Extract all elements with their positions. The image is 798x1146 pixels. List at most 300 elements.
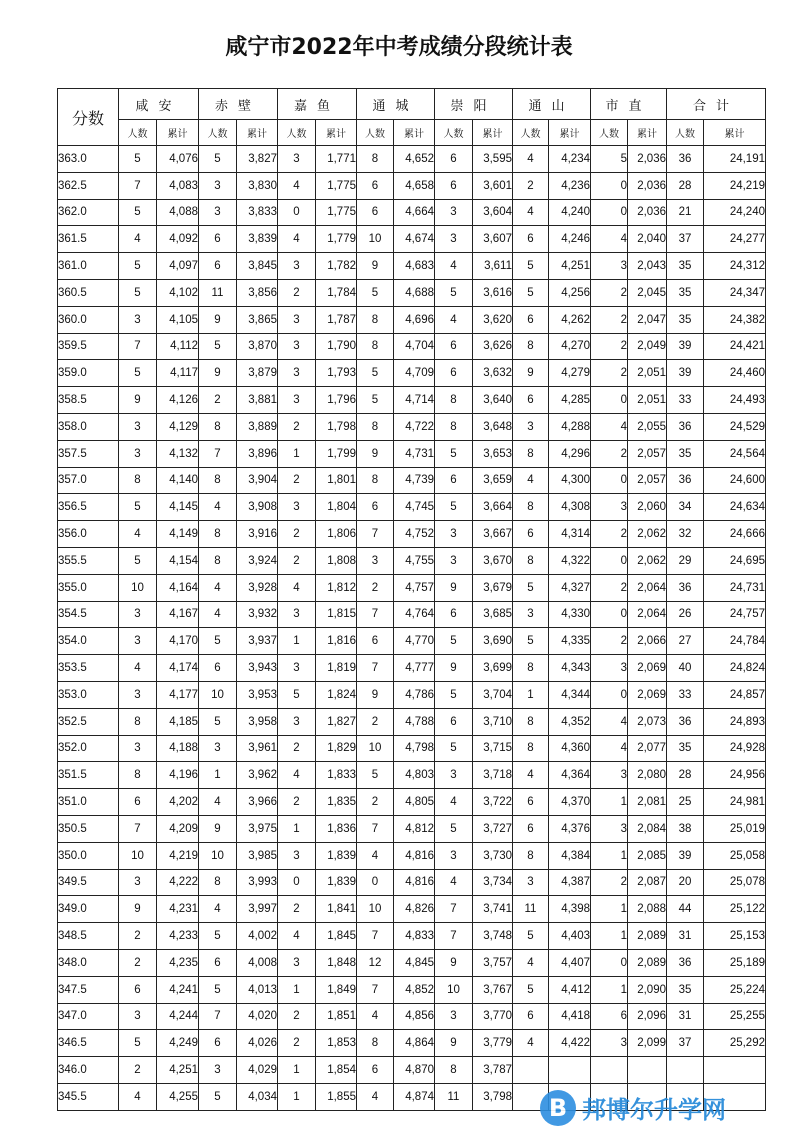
cumulative-cell: 3,604 bbox=[473, 199, 513, 226]
count-cell: 10 bbox=[119, 842, 157, 869]
count-cell: 35 bbox=[667, 253, 704, 280]
county-header-row bbox=[58, 89, 766, 120]
cumulative-header: 累计 bbox=[316, 120, 357, 146]
county-header: 赤壁 bbox=[199, 89, 278, 120]
cumulative-cell: 1,839 bbox=[316, 869, 357, 896]
count-cell: 4 bbox=[199, 494, 237, 521]
cumulative-cell: 4,864 bbox=[394, 1030, 435, 1057]
count-cell: 8 bbox=[199, 413, 237, 440]
count-cell: 5 bbox=[119, 494, 157, 521]
table-row bbox=[58, 869, 766, 896]
table-row bbox=[58, 333, 766, 360]
cumulative-cell: 3,664 bbox=[473, 494, 513, 521]
cumulative-cell: 4,816 bbox=[394, 869, 435, 896]
cumulative-cell: 24,493 bbox=[704, 387, 766, 414]
score-cell: 363.0 bbox=[58, 146, 119, 173]
count-cell: 4 bbox=[119, 226, 157, 253]
count-cell: 36 bbox=[667, 413, 704, 440]
subheader-row bbox=[58, 120, 766, 146]
count-cell: 5 bbox=[119, 253, 157, 280]
cumulative-cell: 4,812 bbox=[394, 815, 435, 842]
count-cell: 34 bbox=[667, 494, 704, 521]
cumulative-cell: 3,715 bbox=[473, 735, 513, 762]
count-cell: 35 bbox=[667, 279, 704, 306]
count-cell: 20 bbox=[667, 869, 704, 896]
county-header: 嘉鱼 bbox=[278, 89, 357, 120]
count-cell: 6 bbox=[357, 172, 394, 199]
cumulative-cell: 4,300 bbox=[549, 467, 591, 494]
count-cell: 8 bbox=[357, 413, 394, 440]
count-cell bbox=[513, 1057, 549, 1084]
cumulative-cell: 4,235 bbox=[157, 949, 199, 976]
count-cell: 6 bbox=[119, 789, 157, 816]
count-cell: 3 bbox=[278, 306, 316, 333]
count-cell: 0 bbox=[591, 949, 628, 976]
cumulative-cell: 4,249 bbox=[157, 1030, 199, 1057]
count-cell: 2 bbox=[591, 574, 628, 601]
score-cell: 359.0 bbox=[58, 360, 119, 387]
cumulative-cell: 2,064 bbox=[628, 574, 667, 601]
cumulative-cell: 4,256 bbox=[549, 279, 591, 306]
count-cell: 5 bbox=[357, 762, 394, 789]
cumulative-cell: 4,845 bbox=[394, 949, 435, 976]
cumulative-cell: 3,943 bbox=[237, 655, 278, 682]
count-cell bbox=[591, 1057, 628, 1084]
count-cell: 7 bbox=[435, 923, 473, 950]
cumulative-cell: 2,081 bbox=[628, 789, 667, 816]
cumulative-cell: 1,853 bbox=[316, 1030, 357, 1057]
cumulative-cell: 3,881 bbox=[237, 387, 278, 414]
count-cell: 0 bbox=[591, 547, 628, 574]
cumulative-cell: 4,246 bbox=[549, 226, 591, 253]
count-cell: 9 bbox=[357, 253, 394, 280]
table-row bbox=[58, 172, 766, 199]
count-cell: 4 bbox=[357, 1003, 394, 1030]
cumulative-cell: 2,057 bbox=[628, 467, 667, 494]
count-cell: 5 bbox=[199, 976, 237, 1003]
score-cell: 359.5 bbox=[58, 333, 119, 360]
cumulative-cell: 4,870 bbox=[394, 1057, 435, 1084]
count-cell: 3 bbox=[119, 440, 157, 467]
cumulative-cell: 3,779 bbox=[473, 1030, 513, 1057]
cumulative-cell: 2,064 bbox=[628, 601, 667, 628]
cumulative-cell: 3,616 bbox=[473, 279, 513, 306]
cumulative-cell: 4,076 bbox=[157, 146, 199, 173]
cumulative-cell: 24,347 bbox=[704, 279, 766, 306]
cumulative-cell: 4,251 bbox=[157, 1057, 199, 1084]
cumulative-cell: 24,312 bbox=[704, 253, 766, 280]
cumulative-cell: 4,376 bbox=[549, 815, 591, 842]
count-cell: 6 bbox=[435, 467, 473, 494]
count-cell: 1 bbox=[591, 789, 628, 816]
count-cell: 1 bbox=[591, 923, 628, 950]
count-cell: 2 bbox=[591, 521, 628, 548]
cumulative-cell: 1,812 bbox=[316, 574, 357, 601]
count-cell: 8 bbox=[119, 762, 157, 789]
count-header: 人数 bbox=[278, 120, 316, 146]
count-cell: 1 bbox=[591, 976, 628, 1003]
count-cell: 8 bbox=[513, 440, 549, 467]
cumulative-cell: 4,102 bbox=[157, 279, 199, 306]
cumulative-cell: 4,270 bbox=[549, 333, 591, 360]
score-cell: 358.0 bbox=[58, 413, 119, 440]
count-cell: 2 bbox=[591, 306, 628, 333]
cumulative-cell: 1,787 bbox=[316, 306, 357, 333]
cumulative-cell: 3,679 bbox=[473, 574, 513, 601]
cumulative-cell: 3,653 bbox=[473, 440, 513, 467]
cumulative-cell: 1,790 bbox=[316, 333, 357, 360]
count-cell: 0 bbox=[591, 387, 628, 414]
cumulative-cell: 2,062 bbox=[628, 547, 667, 574]
cumulative-cell: 3,718 bbox=[473, 762, 513, 789]
cumulative-cell: 24,784 bbox=[704, 628, 766, 655]
count-cell: 1 bbox=[278, 815, 316, 842]
count-cell: 3 bbox=[278, 655, 316, 682]
count-cell: 3 bbox=[435, 1003, 473, 1030]
count-cell: 8 bbox=[119, 708, 157, 735]
count-header: 人数 bbox=[119, 120, 157, 146]
count-cell: 3 bbox=[119, 869, 157, 896]
cumulative-cell: 24,928 bbox=[704, 735, 766, 762]
cumulative-cell: 4,757 bbox=[394, 574, 435, 601]
cumulative-cell: 3,985 bbox=[237, 842, 278, 869]
count-cell: 7 bbox=[357, 815, 394, 842]
count-cell: 3 bbox=[199, 1057, 237, 1084]
count-cell: 2 bbox=[591, 360, 628, 387]
cumulative-cell: 4,255 bbox=[157, 1083, 199, 1110]
count-cell: 6 bbox=[513, 521, 549, 548]
table-row bbox=[58, 708, 766, 735]
count-cell: 3 bbox=[591, 762, 628, 789]
cumulative-header: 累计 bbox=[394, 120, 435, 146]
score-cell: 348.0 bbox=[58, 949, 119, 976]
cumulative-cell: 1,798 bbox=[316, 413, 357, 440]
cumulative-header: 累计 bbox=[628, 120, 667, 146]
count-cell: 1 bbox=[591, 896, 628, 923]
cumulative-cell: 1,819 bbox=[316, 655, 357, 682]
count-cell: 4 bbox=[199, 574, 237, 601]
county-header: 通城 bbox=[357, 89, 435, 120]
count-cell: 6 bbox=[513, 815, 549, 842]
cumulative-cell: 3,879 bbox=[237, 360, 278, 387]
cumulative-cell: 4,222 bbox=[157, 869, 199, 896]
cumulative-cell: 4,285 bbox=[549, 387, 591, 414]
cumulative-cell: 24,600 bbox=[704, 467, 766, 494]
cumulative-cell: 2,036 bbox=[628, 199, 667, 226]
cumulative-cell: 4,240 bbox=[549, 199, 591, 226]
cumulative-cell: 1,841 bbox=[316, 896, 357, 923]
count-cell: 4 bbox=[435, 253, 473, 280]
cumulative-cell: 3,966 bbox=[237, 789, 278, 816]
cumulative-cell: 1,849 bbox=[316, 976, 357, 1003]
count-cell: 9 bbox=[357, 681, 394, 708]
count-cell: 35 bbox=[667, 976, 704, 1003]
cumulative-cell: 4,097 bbox=[157, 253, 199, 280]
count-cell: 5 bbox=[199, 708, 237, 735]
count-cell: 3 bbox=[513, 413, 549, 440]
cumulative-cell: 24,757 bbox=[704, 601, 766, 628]
count-cell: 3 bbox=[435, 762, 473, 789]
table-row bbox=[58, 681, 766, 708]
count-cell: 4 bbox=[119, 655, 157, 682]
count-cell: 10 bbox=[199, 842, 237, 869]
cumulative-cell: 3,889 bbox=[237, 413, 278, 440]
cumulative-cell: 4,083 bbox=[157, 172, 199, 199]
cumulative-cell: 1,779 bbox=[316, 226, 357, 253]
cumulative-cell: 4,826 bbox=[394, 896, 435, 923]
score-cell: 346.5 bbox=[58, 1030, 119, 1057]
count-cell: 2 bbox=[278, 467, 316, 494]
count-cell: 0 bbox=[591, 601, 628, 628]
cumulative-cell: 2,089 bbox=[628, 923, 667, 950]
score-cell: 361.5 bbox=[58, 226, 119, 253]
count-cell: 31 bbox=[667, 1003, 704, 1030]
cumulative-cell: 3,845 bbox=[237, 253, 278, 280]
score-cell: 356.5 bbox=[58, 494, 119, 521]
cumulative-cell: 2,047 bbox=[628, 306, 667, 333]
cumulative-cell: 1,806 bbox=[316, 521, 357, 548]
cumulative-cell: 3,770 bbox=[473, 1003, 513, 1030]
cumulative-cell: 4,704 bbox=[394, 333, 435, 360]
count-cell: 1 bbox=[591, 842, 628, 869]
count-cell: 9 bbox=[119, 896, 157, 923]
count-cell: 4 bbox=[513, 949, 549, 976]
cumulative-cell: 2,080 bbox=[628, 762, 667, 789]
count-cell: 3 bbox=[278, 842, 316, 869]
score-cell: 358.5 bbox=[58, 387, 119, 414]
cumulative-cell: 4,149 bbox=[157, 521, 199, 548]
score-cell: 357.0 bbox=[58, 467, 119, 494]
count-cell: 4 bbox=[278, 574, 316, 601]
cumulative-cell bbox=[549, 1057, 591, 1084]
count-cell: 10 bbox=[435, 976, 473, 1003]
cumulative-cell: 4,117 bbox=[157, 360, 199, 387]
score-cell: 352.5 bbox=[58, 708, 119, 735]
table-row bbox=[58, 815, 766, 842]
count-cell: 6 bbox=[199, 949, 237, 976]
count-cell: 10 bbox=[357, 896, 394, 923]
cumulative-cell: 3,730 bbox=[473, 842, 513, 869]
cumulative-cell: 4,231 bbox=[157, 896, 199, 923]
count-cell: 6 bbox=[357, 1057, 394, 1084]
score-cell: 353.0 bbox=[58, 681, 119, 708]
cumulative-cell: 4,745 bbox=[394, 494, 435, 521]
table-row bbox=[58, 574, 766, 601]
count-cell: 3 bbox=[435, 842, 473, 869]
cumulative-cell: 1,824 bbox=[316, 681, 357, 708]
cumulative-cell: 4,262 bbox=[549, 306, 591, 333]
cumulative-cell: 2,045 bbox=[628, 279, 667, 306]
table-row bbox=[58, 842, 766, 869]
cumulative-cell: 4,786 bbox=[394, 681, 435, 708]
count-cell: 39 bbox=[667, 333, 704, 360]
count-cell: 39 bbox=[667, 842, 704, 869]
cumulative-cell: 1,848 bbox=[316, 949, 357, 976]
count-cell: 3 bbox=[119, 306, 157, 333]
cumulative-cell: 3,916 bbox=[237, 521, 278, 548]
count-cell: 6 bbox=[591, 1003, 628, 1030]
cumulative-cell: 25,019 bbox=[704, 815, 766, 842]
cumulative-cell: 24,277 bbox=[704, 226, 766, 253]
cumulative-cell: 4,132 bbox=[157, 440, 199, 467]
count-header: 人数 bbox=[667, 120, 704, 146]
count-cell: 1 bbox=[278, 1057, 316, 1084]
count-cell: 5 bbox=[199, 333, 237, 360]
count-cell: 8 bbox=[513, 547, 549, 574]
count-cell: 8 bbox=[435, 413, 473, 440]
count-cell: 3 bbox=[435, 521, 473, 548]
cumulative-cell: 3,865 bbox=[237, 306, 278, 333]
count-header: 人数 bbox=[199, 120, 237, 146]
cumulative-cell: 1,782 bbox=[316, 253, 357, 280]
count-cell: 9 bbox=[119, 387, 157, 414]
cumulative-cell: 2,069 bbox=[628, 655, 667, 682]
count-cell: 4 bbox=[199, 601, 237, 628]
count-cell: 8 bbox=[435, 387, 473, 414]
cumulative-cell: 2,043 bbox=[628, 253, 667, 280]
count-cell: 3 bbox=[278, 387, 316, 414]
count-cell: 5 bbox=[119, 279, 157, 306]
count-cell: 2 bbox=[278, 896, 316, 923]
count-cell: 37 bbox=[667, 226, 704, 253]
cumulative-cell: 4,167 bbox=[157, 601, 199, 628]
count-cell: 0 bbox=[591, 172, 628, 199]
count-cell: 3 bbox=[278, 253, 316, 280]
count-cell: 4 bbox=[357, 1083, 394, 1110]
table-row bbox=[58, 601, 766, 628]
county-header: 市直 bbox=[591, 89, 667, 120]
cumulative-cell: 3,896 bbox=[237, 440, 278, 467]
cumulative-cell: 4,344 bbox=[549, 681, 591, 708]
count-cell: 6 bbox=[199, 253, 237, 280]
count-cell: 5 bbox=[435, 494, 473, 521]
cumulative-cell: 4,398 bbox=[549, 896, 591, 923]
score-cell: 357.5 bbox=[58, 440, 119, 467]
cumulative-cell: 24,857 bbox=[704, 681, 766, 708]
table-row bbox=[58, 762, 766, 789]
count-cell: 3 bbox=[513, 601, 549, 628]
cumulative-cell: 25,058 bbox=[704, 842, 766, 869]
cumulative-cell: 1,784 bbox=[316, 279, 357, 306]
count-cell: 5 bbox=[513, 628, 549, 655]
count-cell: 7 bbox=[357, 521, 394, 548]
count-cell: 6 bbox=[199, 655, 237, 682]
score-header: 分数 bbox=[58, 89, 119, 146]
cumulative-cell: 25,122 bbox=[704, 896, 766, 923]
count-cell: 2 bbox=[513, 172, 549, 199]
cumulative-cell: 3,727 bbox=[473, 815, 513, 842]
cumulative-cell: 1,808 bbox=[316, 547, 357, 574]
score-cell: 350.0 bbox=[58, 842, 119, 869]
cumulative-cell: 3,734 bbox=[473, 869, 513, 896]
score-cell: 348.5 bbox=[58, 923, 119, 950]
count-cell: 7 bbox=[357, 601, 394, 628]
count-cell: 3 bbox=[513, 869, 549, 896]
table-row bbox=[58, 547, 766, 574]
cumulative-cell: 4,755 bbox=[394, 547, 435, 574]
count-cell: 5 bbox=[119, 1030, 157, 1057]
cumulative-cell: 4,314 bbox=[549, 521, 591, 548]
count-cell: 4 bbox=[199, 789, 237, 816]
score-cell: 362.0 bbox=[58, 199, 119, 226]
cumulative-cell: 4,026 bbox=[237, 1030, 278, 1057]
cumulative-cell: 4,658 bbox=[394, 172, 435, 199]
table-row bbox=[58, 1030, 766, 1057]
cumulative-cell: 1,799 bbox=[316, 440, 357, 467]
count-cell: 8 bbox=[435, 1057, 473, 1084]
cumulative-header: 累计 bbox=[704, 120, 766, 146]
count-cell: 10 bbox=[357, 226, 394, 253]
cumulative-cell: 4,112 bbox=[157, 333, 199, 360]
cumulative-cell: 1,793 bbox=[316, 360, 357, 387]
cumulative-cell: 4,739 bbox=[394, 467, 435, 494]
count-cell: 10 bbox=[199, 681, 237, 708]
count-cell: 2 bbox=[357, 708, 394, 735]
cumulative-cell: 3,690 bbox=[473, 628, 513, 655]
count-cell: 7 bbox=[357, 655, 394, 682]
count-cell: 3 bbox=[435, 547, 473, 574]
table-row bbox=[58, 976, 766, 1003]
count-cell: 9 bbox=[435, 949, 473, 976]
count-cell: 4 bbox=[591, 413, 628, 440]
count-header: 人数 bbox=[435, 120, 473, 146]
cumulative-cell: 3,993 bbox=[237, 869, 278, 896]
cumulative-cell: 24,219 bbox=[704, 172, 766, 199]
cumulative-cell: 3,741 bbox=[473, 896, 513, 923]
count-cell: 3 bbox=[278, 360, 316, 387]
cumulative-cell: 4,352 bbox=[549, 708, 591, 735]
score-cell: 355.0 bbox=[58, 574, 119, 601]
score-cell: 345.5 bbox=[58, 1083, 119, 1110]
count-cell: 4 bbox=[278, 172, 316, 199]
count-cell: 2 bbox=[278, 279, 316, 306]
count-cell: 4 bbox=[513, 146, 549, 173]
count-cell: 7 bbox=[199, 440, 237, 467]
county-header: 咸安 bbox=[119, 89, 199, 120]
count-cell: 3 bbox=[278, 601, 316, 628]
count-cell: 8 bbox=[119, 467, 157, 494]
count-cell: 5 bbox=[513, 976, 549, 1003]
count-cell: 5 bbox=[513, 253, 549, 280]
table-row bbox=[58, 440, 766, 467]
count-cell: 3 bbox=[119, 601, 157, 628]
cumulative-cell: 24,191 bbox=[704, 146, 766, 173]
count-cell: 2 bbox=[278, 547, 316, 574]
count-cell: 3 bbox=[119, 413, 157, 440]
count-cell: 36 bbox=[667, 708, 704, 735]
count-cell: 5 bbox=[591, 146, 628, 173]
cumulative-cell: 4,164 bbox=[157, 574, 199, 601]
cumulative-cell: 24,731 bbox=[704, 574, 766, 601]
count-cell: 8 bbox=[513, 333, 549, 360]
cumulative-cell: 4,233 bbox=[157, 923, 199, 950]
cumulative-cell: 4,177 bbox=[157, 681, 199, 708]
count-cell: 5 bbox=[435, 815, 473, 842]
count-cell: 3 bbox=[119, 1003, 157, 1030]
count-cell: 4 bbox=[513, 199, 549, 226]
score-cell: 361.0 bbox=[58, 253, 119, 280]
count-cell: 3 bbox=[119, 628, 157, 655]
table-row bbox=[58, 521, 766, 548]
count-cell: 7 bbox=[119, 172, 157, 199]
cumulative-cell: 4,129 bbox=[157, 413, 199, 440]
count-cell bbox=[667, 1057, 704, 1084]
cumulative-cell: 4,412 bbox=[549, 976, 591, 1003]
cumulative-cell: 4,874 bbox=[394, 1083, 435, 1110]
cumulative-header: 累计 bbox=[473, 120, 513, 146]
count-cell: 28 bbox=[667, 172, 704, 199]
cumulative-cell: 1,829 bbox=[316, 735, 357, 762]
